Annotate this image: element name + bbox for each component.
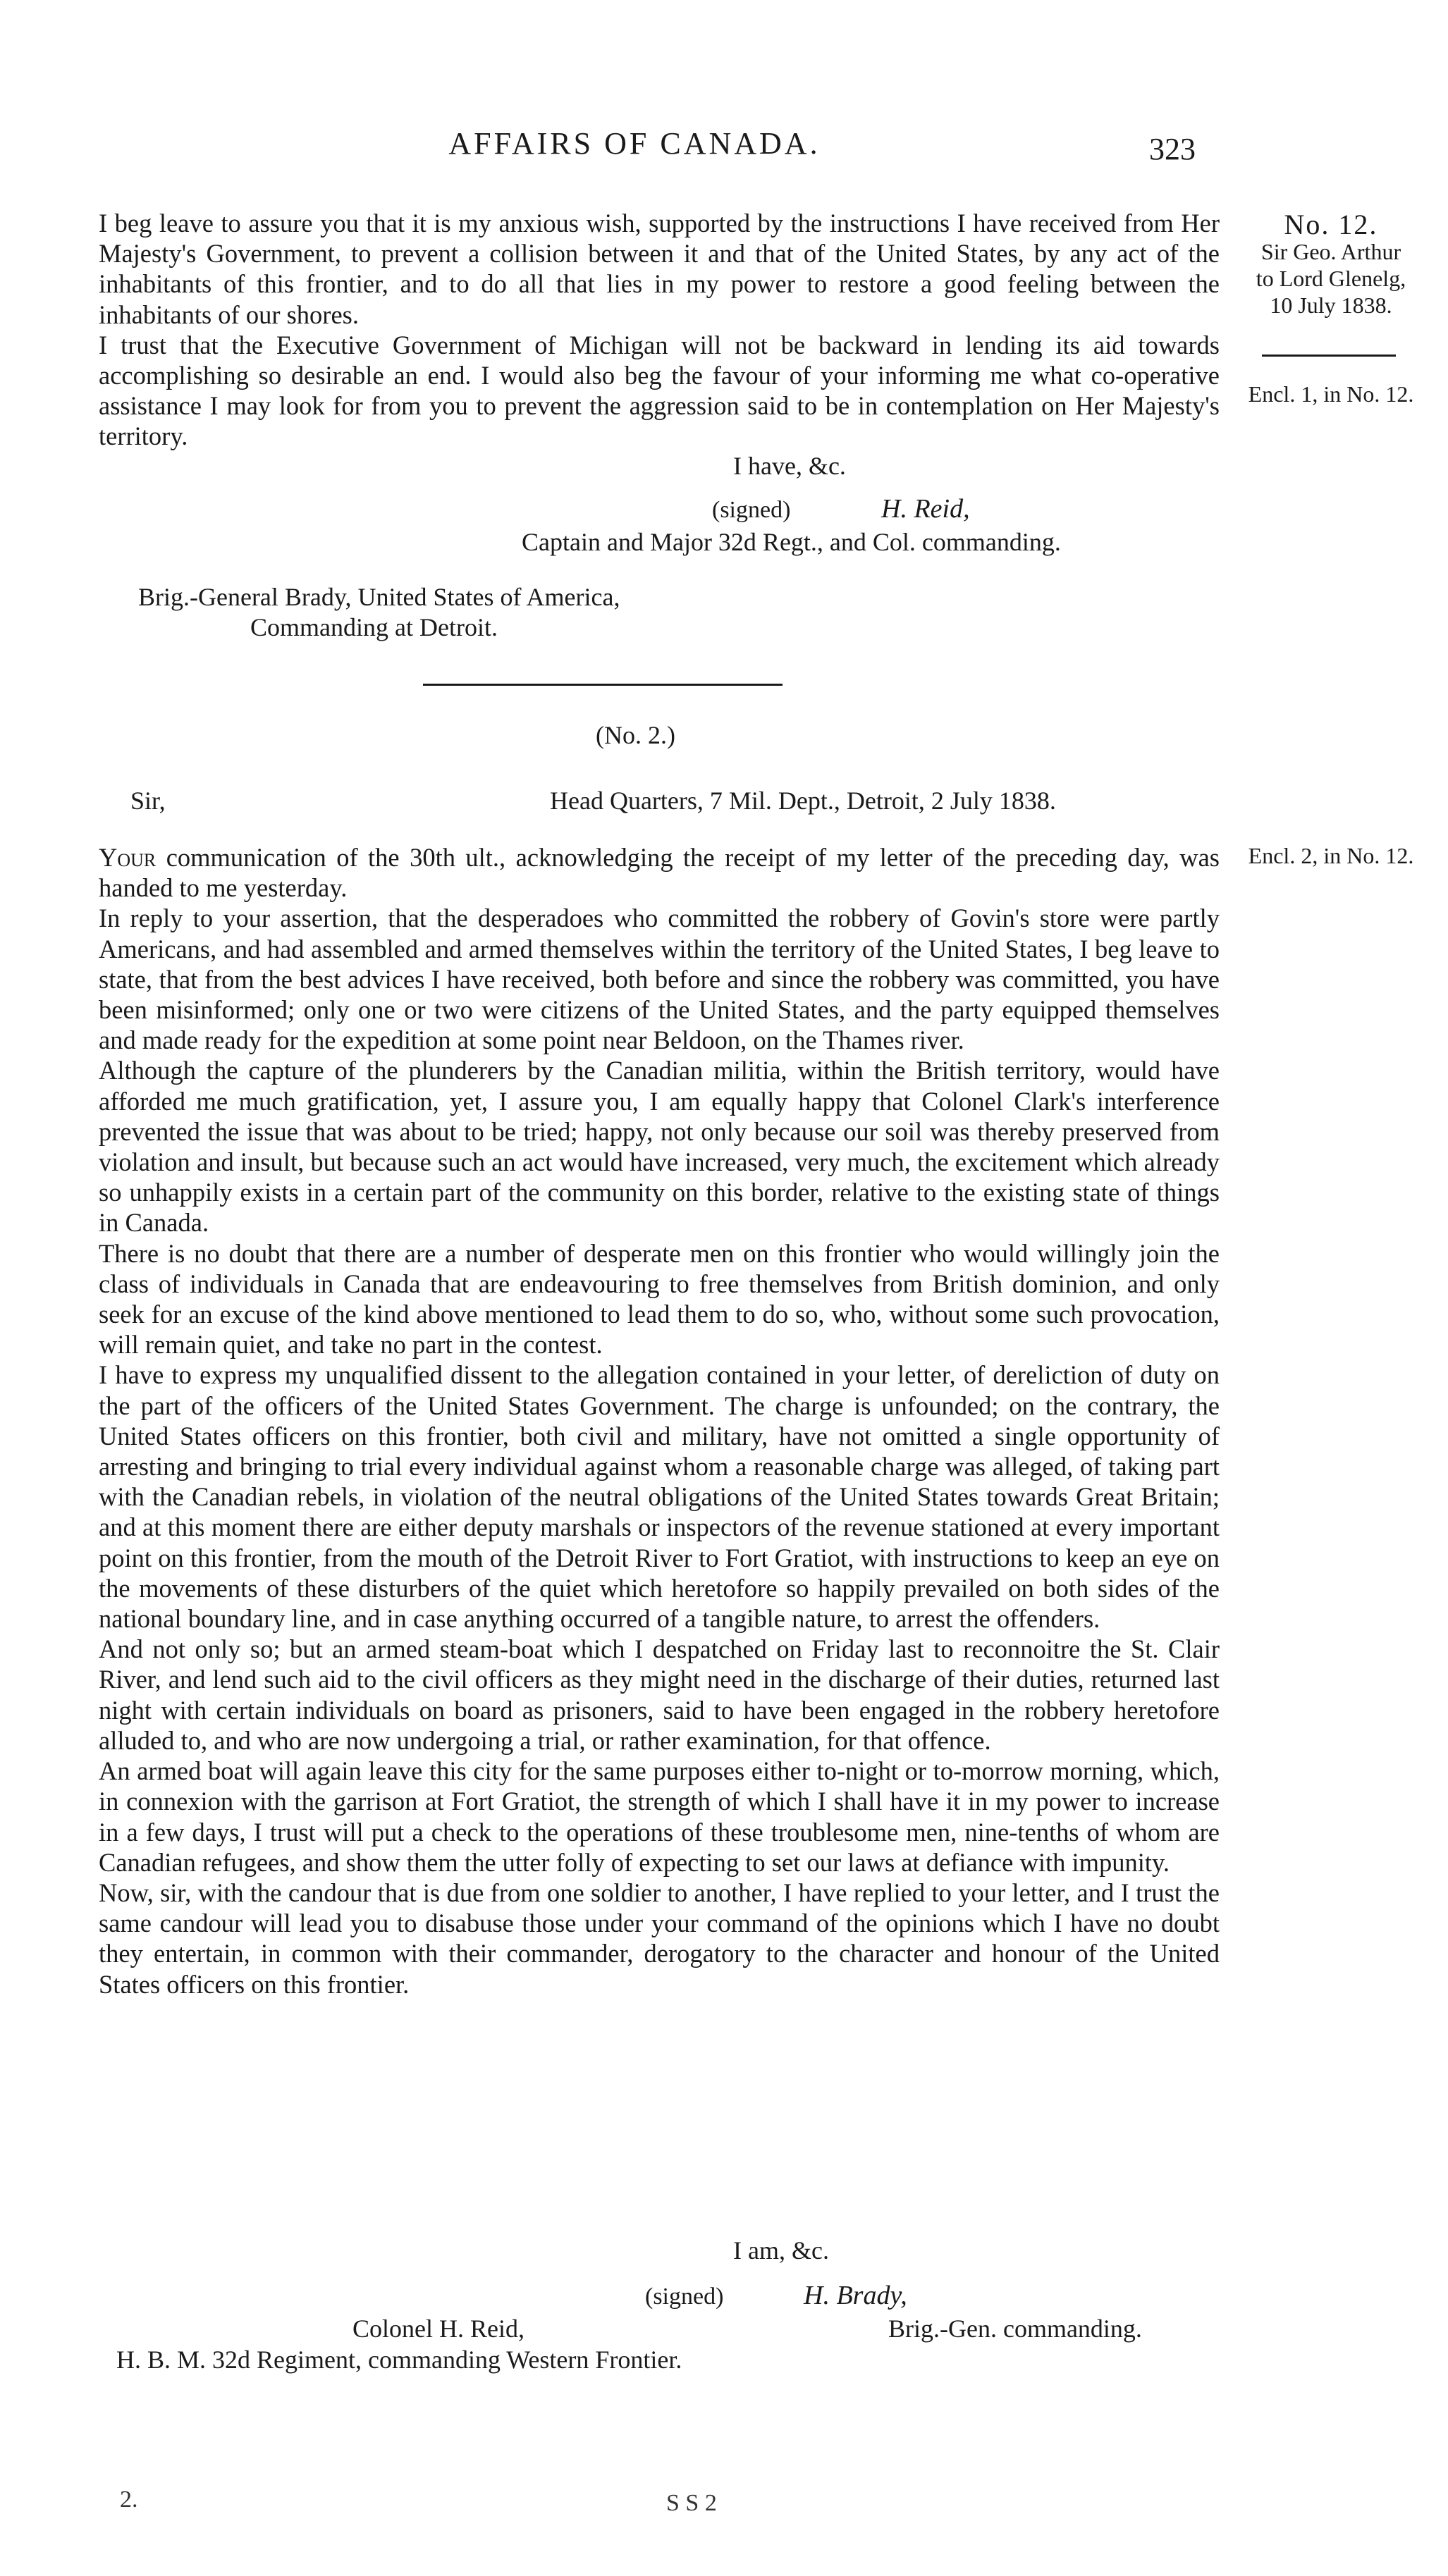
page-number: 323 [1149,132,1196,166]
letter1-paragraph: I beg leave to assure you that it is my anxious wish, supported by the instructions I have received from Her Majesty's Government, to prevent a collision between it and that of the United States, by any act of the inhabitants of this frontier, and to do all that lies in my power to restore a good feeling between the inhabitants of our shores. [99,209,1220,329]
letter2-paragraph: There is no doubt that there are a number of desperate men on this frontier who would willingly join the class of individuals in Canada that are endeavouring to free themselves from British dominion, and only seek for an excuse of the kind above mentioned to lead them to do so, who, without some such provocation, will remain quiet, and take no part in the contest. [99,1238,1220,1360]
sidenote-encl-1: Encl. 1, in No. 12. [1248,381,1414,407]
letter2-salutation: Sir, [130,787,166,815]
letter2-addressee-line1: Colonel H. Reid, [352,2315,524,2343]
letter1-addressee-line1: Brig.-General Brady, United States of America, [138,583,620,611]
letter1-paragraph: I trust that the Executive Government of Michigan will not be backward in lending its aid towards accomplishing so desirable an end. I would also beg the favour of your informing me what co-operative assistance I may look for from you to prevent the aggression said to be in contemplation on Her Majesty's territory. [99,330,1220,451]
letter2-body [99,842,1220,1999]
letter1-signed-label: (signed) [712,497,791,523]
letter2-dateline: Head Quarters, 7 Mil. Dept., Detroit, 2 July 1838. [550,787,1056,815]
page-header-title: AFFAIRS OF CANADA. [448,126,821,161]
letter2-closing: I am, &c. [733,2236,829,2264]
sidenote-doc-to: to Lord Glenelg, [1256,266,1406,291]
letter1-body [99,208,1220,452]
letter2-paragraph-text: communication of the 30th ult., acknowledging the receipt of my letter of the preceding day, was handed to me yesterday. [99,843,1220,903]
letter2-signed-label: (signed) [645,2284,724,2310]
catchword: S S 2 [666,2490,717,2516]
sidenote-encl-2: Encl. 2, in No. 12. [1248,843,1414,868]
letter2-paragraph [99,842,1220,903]
letter2-paragraph: An armed boat will again leave this city for the same purposes either to-night or to-morrow morning, which, in connexion with the garrison at Fort Gratiot, the strength of which I shall have it in my power to increase in a few days, I trust will put a check to the operations of these troublesome men, nine-tenths of whom are Canadian refugees, and show them the utter folly of expecting to set our laws at defiance with impunity. [99,1756,1220,1877]
sidenote-doc-number: No. 12. [1284,209,1378,240]
sidenote-doc-date: 10 July 1838. [1270,292,1392,318]
sidenote-doc-from: Sir Geo. Arthur [1260,239,1401,264]
letter2-paragraph: And not only so; but an armed steam-boat which I despatched on Friday last to reconnoitre the St. Clair River, and lend such aid to the civil officers as they might need in the discharge of their duties, returned last night with certain individuals on board as prisoners, said to have been engaged in the robbery heretofore alluded to, and who are now undergoing a trial, or rather examination, for that offence. [99,1634,1220,1755]
sidenote-rule [1262,355,1396,357]
letter2-number: (No. 2.) [596,721,675,749]
letter1-signature-title: Captain and Major 32d Regt., and Col. commanding. [522,528,1061,556]
letter1-addressee-line2: Commanding at Detroit. [250,613,498,641]
letter2-addressee-line2: H. B. M. 32d Regiment, commanding Western Frontier. [116,2346,682,2374]
letter2-lead-word: Your [99,843,157,872]
letter2-paragraph: Now, sir, with the candour that is due from one soldier to another, I have replied to your letter, and I trust the same candour will lead you to disabuse those under your command of the opinions which I have no doubt they entertain, in common with their commander, derogatory to the character and honour of the United States officers on this frontier. [99,1878,1220,1999]
letter2-paragraph: Although the capture of the plunderers by the Canadian militia, within the British territory, would have afforded me much gratification, yet, I assure you, I am equally happy that Colonel Clark's interference prevented the issue that was about to be tried; happy, not only because our soil was thereby preserved from violation and insult, but because such an act would have increased, very much, the excitement which already so unhappily exists in a certain part of the community on this border, relative to the existing state of things in Canada. [99,1056,1220,1238]
letter1-signature: H. Reid, [881,494,970,524]
letter1-closing: I have, &c. [733,452,846,480]
letter2-paragraph: I have to express my unqualified dissent to the allegation contained in your letter, of dereliction of duty on the part of the officers of the United States Government. The charge is unfounded; on the contrary, the United States officers on this frontier, both civil and military, have not omitted a single opportunity of arresting and bringing to trial every individual against whom a reasonable charge was alleged, of taking part with the Canadian rebels, in violation of the neutral obligations of the United States towards Great Britain; and at this moment there are either deputy marshals or inspectors of the revenue stationed at every important point on this frontier, from the mouth of the Detroit River to Fort Gratiot, with instructions to keep an eye on the movements of these disturbers of the quiet which heretofore so happily prevailed on both sides of the national boundary line, and in case anything occurred of a tangible nature, to arrest the offenders. [99,1360,1220,1634]
letter2-signature-title: Brig.-Gen. commanding. [888,2315,1142,2343]
letter2-signature: H. Brady, [804,2281,907,2310]
section-separator [423,684,783,686]
signature-mark: 2. [120,2486,138,2513]
sidenote-document-info [1225,211,1437,319]
letter2-paragraph: In reply to your assertion, that the desperadoes who committed the robbery of Govin's store were partly Americans, and had assembled and armed themselves within the territory of the United States, I beg leave to state, that from the best advices I have received, both before and since the robbery was committed, you have been misinformed; only one or two were citizens of the United States, and the party equipped themselves and made ready for the expedition at some point near Beldoon, on the Thames river. [99,904,1220,1055]
